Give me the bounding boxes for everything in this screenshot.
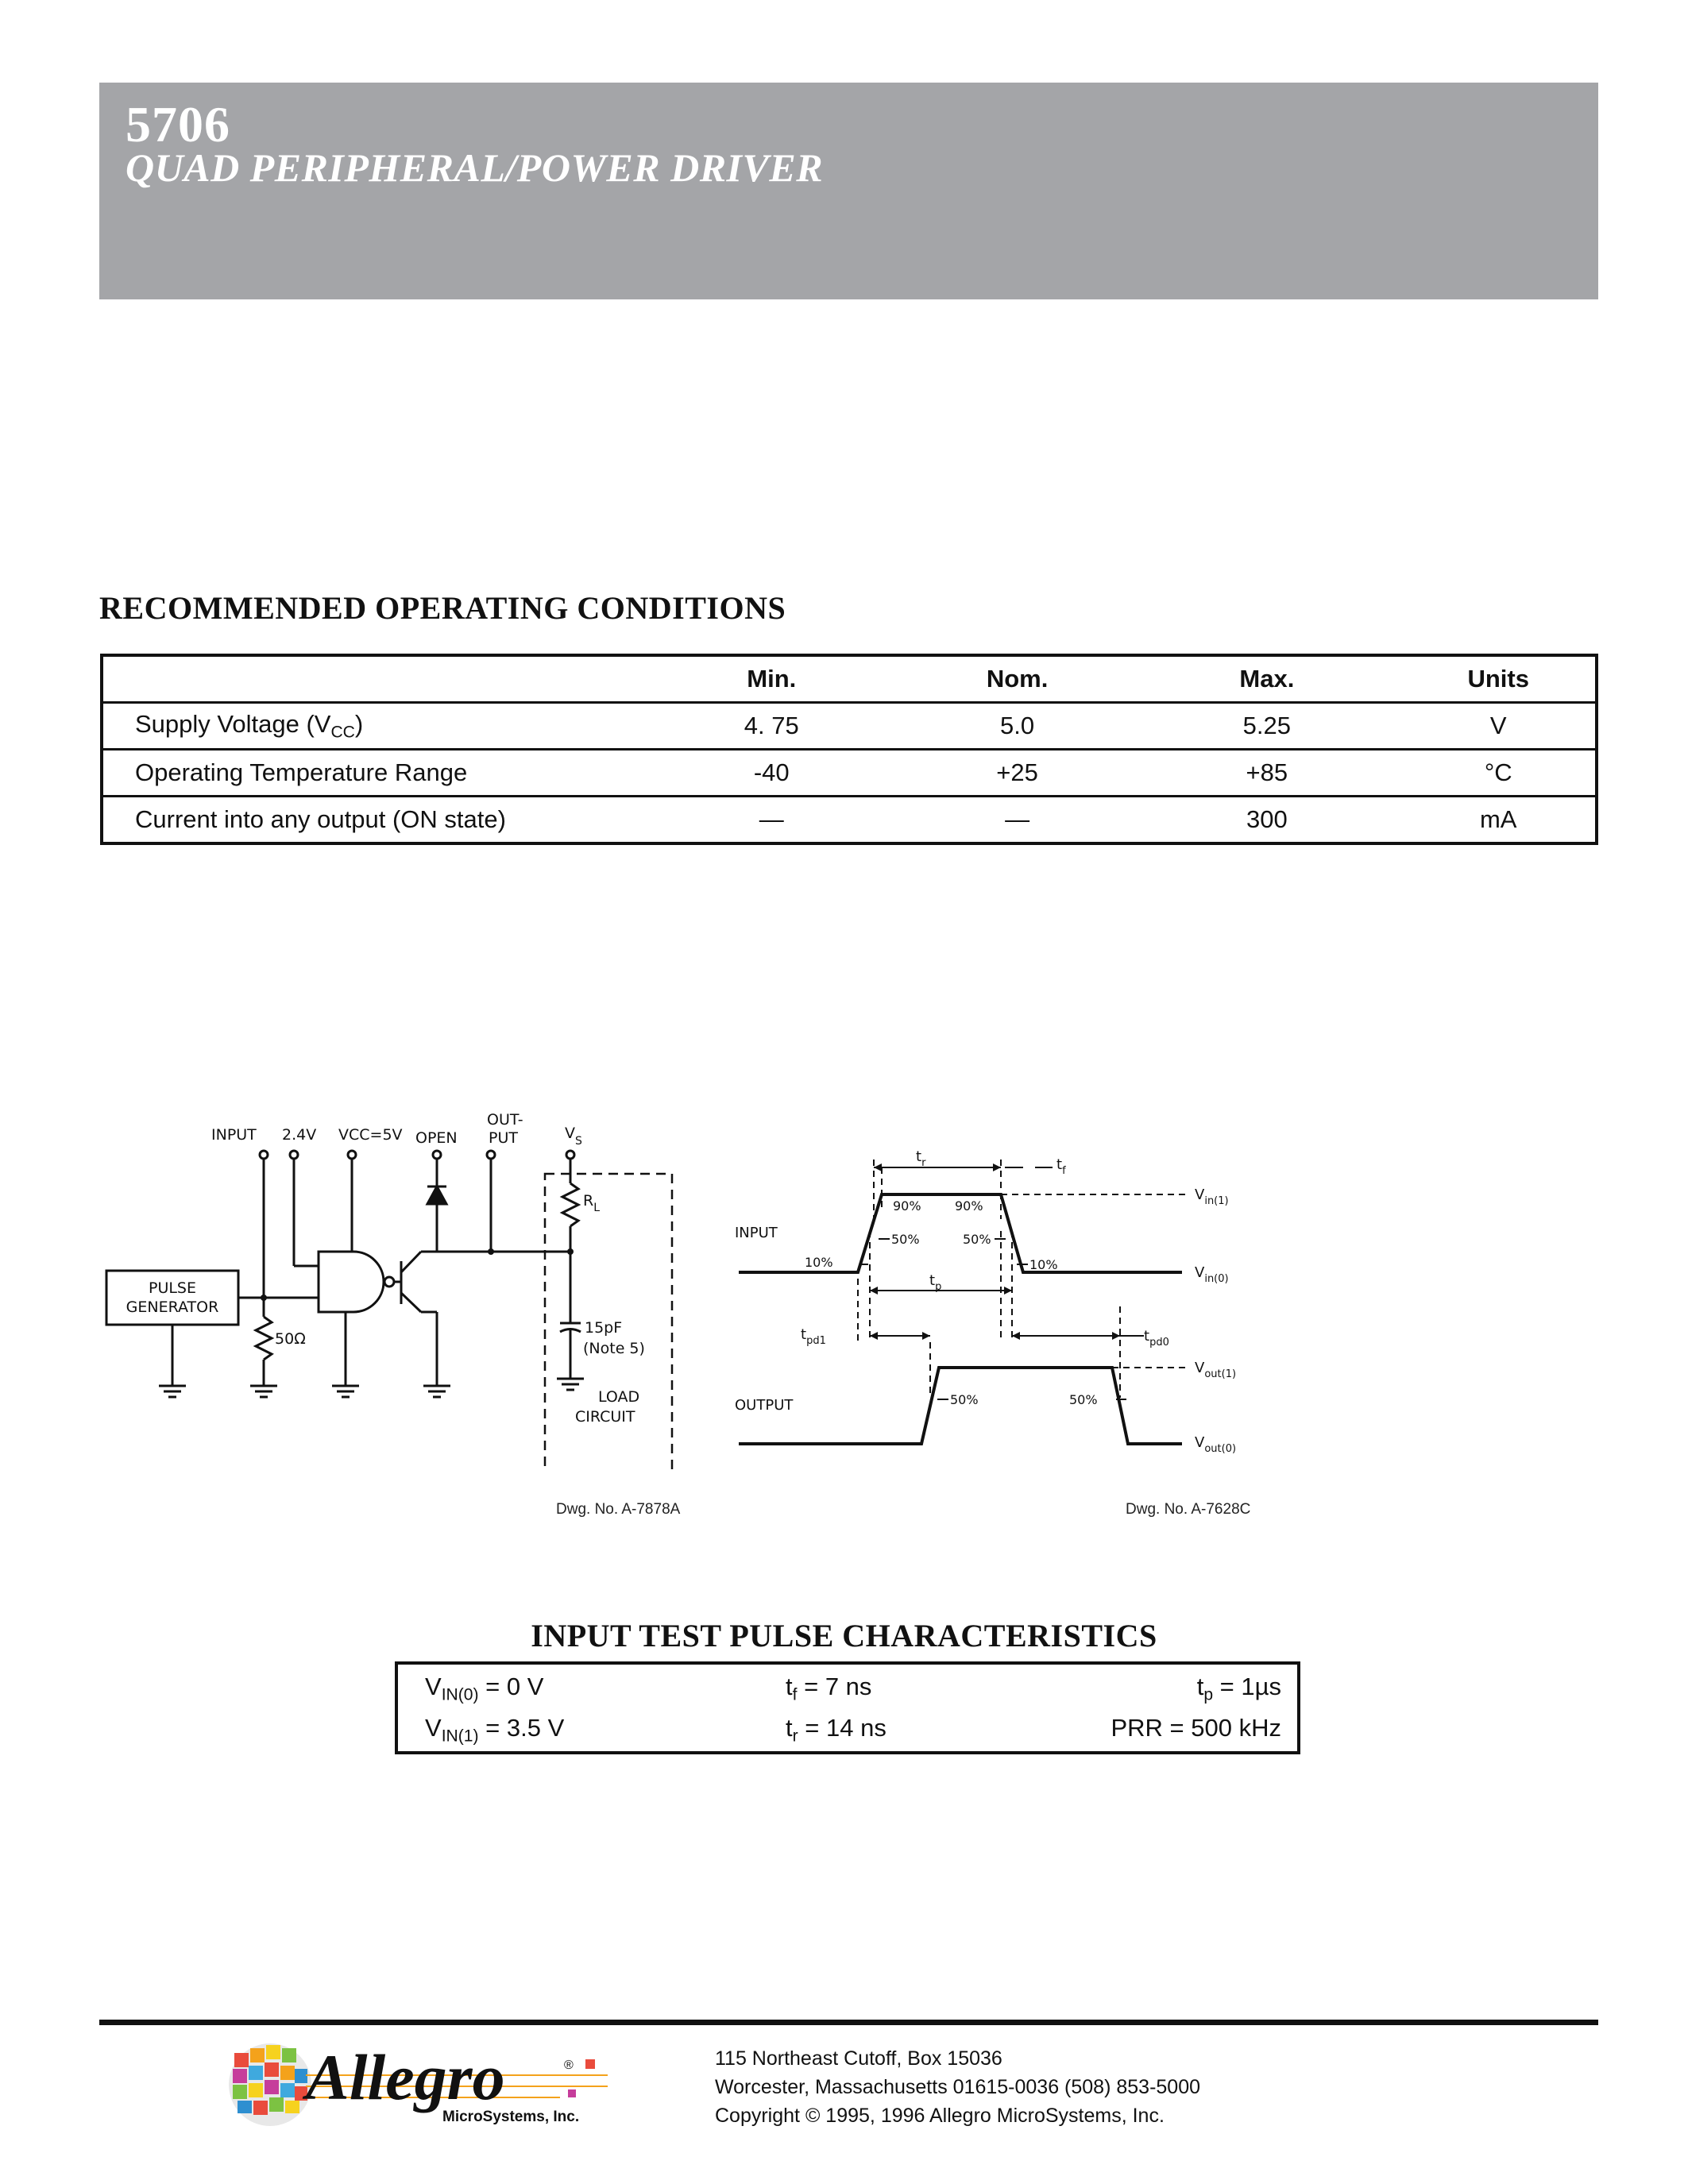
label-pulse: PULSE [148, 1279, 197, 1297]
address-line-2: Worcester, Massachusetts 01615-0036 (508) 853-5000 [715, 2076, 1201, 2098]
row-min: 4. 75 [641, 703, 902, 750]
table-row [102, 750, 1597, 797]
part-title: QUAD PERIPHERAL/POWER DRIVER [126, 145, 824, 190]
label-tpd1: $t_{pd1}$ [801, 1326, 826, 1347]
row-max: 5.25 [1132, 703, 1401, 750]
label-2-4v: 2.4V [282, 1126, 317, 1144]
row-units: V [1401, 703, 1597, 750]
label-output-1: OUT- [487, 1111, 523, 1129]
logo-mosaic-icon [229, 2043, 311, 2126]
row-max: +85 [1132, 750, 1401, 797]
logo-wordmark: Allegro [306, 2041, 505, 2113]
label-vin0: $V_{in(0)}$ [1195, 1264, 1229, 1285]
input-test-pulse-box [395, 1661, 1300, 1754]
col-max: Max. [1239, 665, 1295, 693]
copyright: Copyright © 1995, 1996 Allegro MicroSystems, Inc. [715, 2105, 1165, 2127]
label-50-fall: 50% [963, 1232, 991, 1247]
label-vout0: $V_{out(0)}$ [1195, 1434, 1237, 1455]
tp-value: $t_p = 1\mu s$ [1196, 1673, 1281, 1704]
label-output-2: PUT [489, 1129, 518, 1147]
allegro-logo [226, 2037, 624, 2132]
row-units: mA [1401, 797, 1597, 844]
label-90-fall: 90% [955, 1198, 983, 1214]
col-min: Min. [747, 665, 797, 693]
label-circuit: CIRCUIT [575, 1408, 635, 1426]
operating-conditions-title: RECOMMENDED OPERATING CONDITIONS [99, 590, 786, 626]
row-param: Operating Temperature Range [102, 750, 641, 797]
label-10-rise: 10% [805, 1255, 833, 1270]
row-nom: 5.0 [902, 703, 1132, 750]
input-test-pulse-title: INPUT TEST PULSE CHARACTERISTICS [531, 1618, 1157, 1653]
prr-value: PRR = 500 kHz [1111, 1714, 1281, 1742]
label-50-rise: 50% [891, 1232, 920, 1247]
label-generator: GENERATOR [126, 1298, 219, 1316]
row-param: Supply Voltage $(V_{CC})$ [102, 703, 641, 750]
row-nom: — [902, 797, 1132, 844]
row-min: -40 [641, 750, 902, 797]
drawing-number-right: Dwg. No. A-7628C [1126, 1501, 1251, 1518]
operating-conditions-table [100, 654, 1598, 845]
label-tr: $t_r$ [916, 1148, 926, 1169]
label-tpd0: $t_{pd0}$ [1144, 1328, 1169, 1349]
row-units: °C [1401, 750, 1597, 797]
label-input: INPUT [735, 1225, 778, 1241]
registered-mark: ® [564, 2059, 574, 2072]
label-rl: $R_L$ [583, 1192, 601, 1214]
label-vs: $V_S$ [565, 1125, 582, 1148]
label-15pf: 15pF [585, 1319, 623, 1337]
row-max: 300 [1132, 797, 1401, 844]
label-output: OUTPUT [735, 1397, 794, 1414]
drawing-number-left: Dwg. No. A-7878A [556, 1501, 681, 1518]
table-header-row [102, 655, 1597, 703]
table-row [102, 797, 1597, 844]
row-nom: +25 [902, 750, 1132, 797]
tf-value: $t_f = 7$ ns [786, 1673, 872, 1704]
address-line-1: 115 Northeast Cutoff, Box 15036 [715, 2047, 1002, 2070]
label-note5: (Note 5) [583, 1340, 645, 1357]
label-vcc: VCC=5V [338, 1126, 403, 1144]
label-load: LOAD [598, 1388, 640, 1406]
header-band [99, 83, 1598, 299]
label-tf: $t_f$ [1056, 1156, 1066, 1177]
vin1-value: $V_{IN(1)} = 3.5$ V [425, 1714, 565, 1746]
label-10-fall: 10% [1029, 1257, 1058, 1272]
footer-rule [99, 2020, 1598, 2025]
test-circuit-diagram [95, 1096, 699, 1469]
table-header-blank [102, 655, 641, 703]
label-tp: $t_p$ [929, 1272, 942, 1293]
col-units: Units [1467, 665, 1529, 693]
row-param: Current into any output (ON state) [102, 797, 641, 844]
part-number: 5706 [126, 96, 230, 152]
label-90-rise: 90% [893, 1198, 921, 1214]
vin0-value: $V_{IN(0)} = 0$ V [425, 1673, 544, 1704]
label-vout1: $V_{out(1)}$ [1195, 1360, 1237, 1380]
row-min: — [641, 797, 902, 844]
tr-value: $t_r = 14$ ns [786, 1714, 886, 1746]
label-input: INPUT [211, 1126, 257, 1144]
col-nom: Nom. [986, 665, 1049, 693]
label-out-50-fall: 50% [1069, 1392, 1098, 1407]
label-vin1: $V_{in(1)}$ [1195, 1187, 1229, 1207]
label-50-ohm: 50Ω [275, 1330, 306, 1348]
logo-subtitle: MicroSystems, Inc. [442, 2109, 580, 2125]
label-open: OPEN [415, 1129, 458, 1147]
label-out-50-rise: 50% [950, 1392, 979, 1407]
table-row [102, 703, 1597, 750]
waveform-diagram [723, 1128, 1644, 1461]
